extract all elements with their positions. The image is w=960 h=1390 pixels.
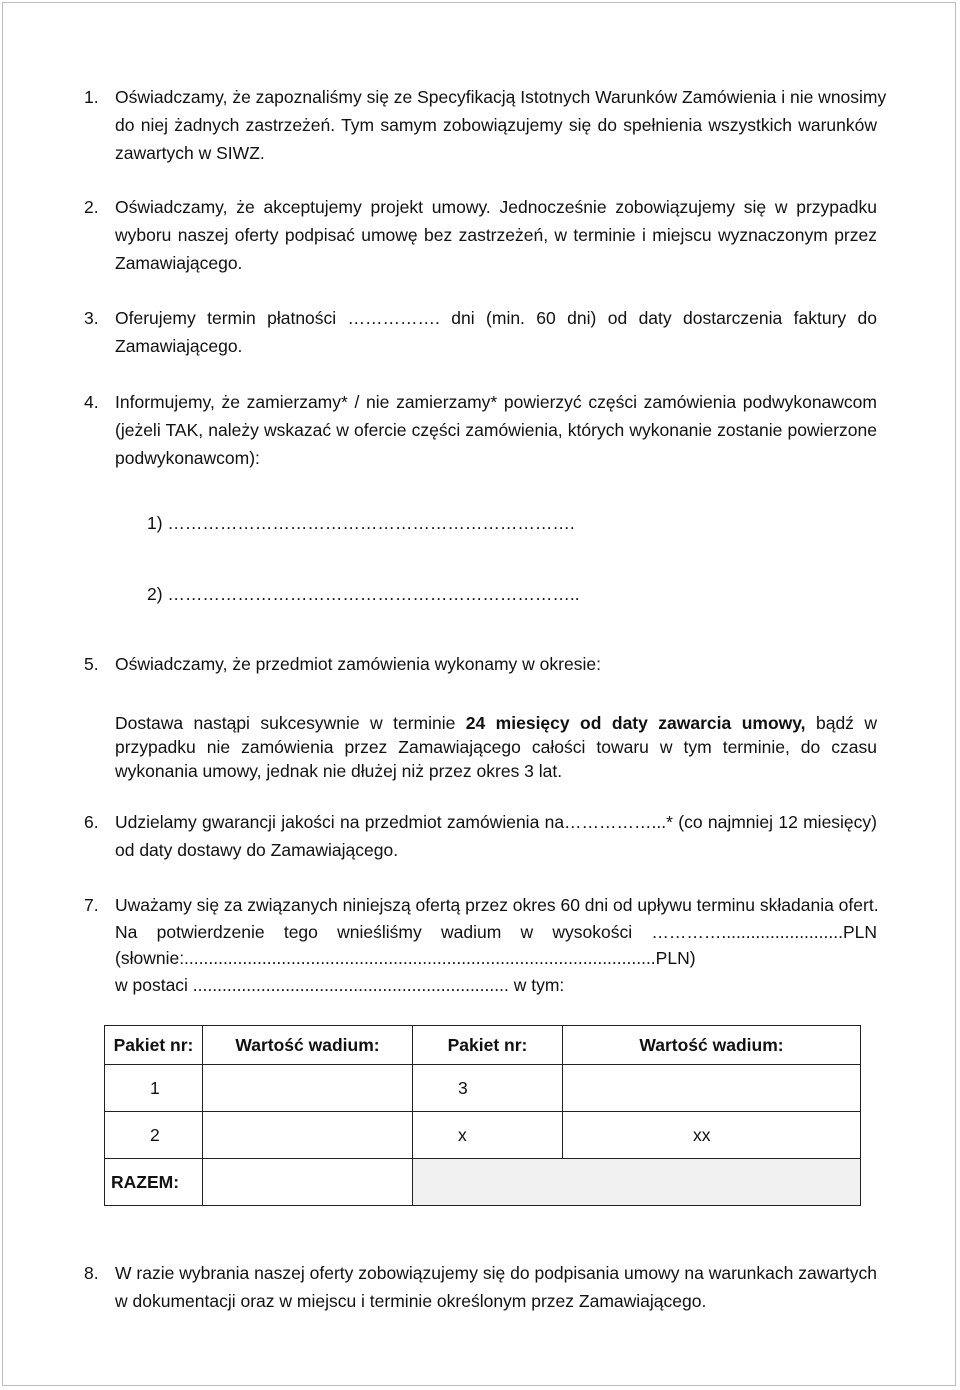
- header-wadium-value-2: Wartość wadium:: [563, 1026, 861, 1065]
- table-cell: 2: [105, 1112, 203, 1159]
- total-value-cell: [203, 1159, 413, 1206]
- item-2-line-1: Oświadczamy, że akceptujemy projekt umowy. Jednocześnie zobowiązujemy się w przypadku: [115, 197, 877, 217]
- header-wadium-value-1: Wartość wadium:: [203, 1026, 413, 1065]
- item-2-line-3: Zamawiającego.: [115, 253, 243, 273]
- item-3-line-1: Oferujemy termin płatności ……………. dni (min. 60 dni) od daty dostarczenia faktury do: [115, 308, 877, 328]
- wadium-table: [104, 1025, 861, 1206]
- item-8-line-1: W razie wybrania naszej oferty zobowiązujemy się do podpisania umowy na warunkach zawartych: [115, 1263, 877, 1283]
- item-8-number: 8.: [84, 1263, 99, 1283]
- item-4-line-2: (jeżeli TAK, należy wskazać w ofercie części zamówienia, których wykonanie zostanie powierzone: [115, 420, 877, 440]
- item-5-paragraph-line-1: [115, 711, 877, 735]
- subcontractor-line-2: 2) ……………………………………………………………..: [147, 584, 580, 604]
- item-5-number: 5.: [84, 654, 99, 674]
- table-cell: [203, 1112, 413, 1159]
- header-package-number-2: Pakiet nr:: [413, 1026, 563, 1065]
- item-6-line-2: od daty dostawy do Zamawiającego.: [115, 840, 399, 860]
- table-total-row: [105, 1159, 861, 1206]
- item-7-line-4: w postaci ................................................................. w tym:: [115, 975, 565, 995]
- item-2-number: 2.: [84, 197, 99, 217]
- delivery-text-c: bądź w: [805, 713, 878, 733]
- item-5-line-1: Oświadczamy, że przedmiot zamówienia wykonamy w okresie:: [115, 654, 601, 674]
- item-6-number: 6.: [84, 812, 99, 832]
- table-cell: 1: [105, 1065, 203, 1112]
- item-1-line-2: do niej żadnych zastrzeżeń. Tym samym zobowiązujemy się do spełnienia wszystkich warunków: [115, 115, 877, 135]
- item-7-number: 7.: [84, 895, 99, 915]
- delivery-text-a: Dostawa nastąpi sukcesywnie w terminie: [115, 713, 466, 733]
- table-cell: xx: [563, 1112, 861, 1159]
- item-3-line-2: Zamawiającego.: [115, 336, 243, 356]
- item-7-line-3: (słownie:.................................................................................................PLN): [115, 948, 696, 968]
- item-7-line-2: Na potwierdzenie tego wnieśliśmy wadium w wysokości ………….........................PLN: [115, 922, 877, 942]
- total-label: RAZEM:: [105, 1159, 203, 1206]
- item-1-number: 1.: [84, 87, 99, 107]
- item-4-line-1: Informujemy, że zamierzamy* / nie zamierzamy* powierzyć części zamówienia podwykonawcom: [115, 392, 877, 412]
- item-4-line-3: podwykonawcom):: [115, 448, 260, 468]
- item-7-line-1: Uważamy się za związanych niniejszą ofertą przez okres 60 dni od upływu terminu składania ofert.: [115, 895, 879, 915]
- item-1-line-3: zawartych w SIWZ.: [115, 143, 265, 163]
- table-cell: [203, 1065, 413, 1112]
- subcontractor-line-1: 1) …………………………………………………………….: [147, 513, 575, 533]
- item-8-line-2: w dokumentacji oraz w miejscu i terminie określonym przez Zamawiającego.: [115, 1291, 707, 1311]
- delivery-term-bold: 24 miesięcy od daty zawarcia umowy,: [465, 713, 806, 733]
- table-cell: [563, 1065, 861, 1112]
- item-3-number: 3.: [84, 308, 99, 328]
- item-5-paragraph-line-2: przypadku nie zamówienia przez Zamawiającego całości towaru w tym terminie, do czasu: [115, 737, 877, 757]
- total-shaded-cell: [413, 1159, 861, 1206]
- item-2-line-2: wyboru naszej oferty podpisać umowę bez zastrzeżeń, w terminie i miejscu wyznaczonym przez: [115, 225, 877, 245]
- table-cell: 3: [413, 1065, 563, 1112]
- table-cell: x: [413, 1112, 563, 1159]
- table-row: [105, 1065, 861, 1112]
- header-package-number-1: Pakiet nr:: [105, 1026, 203, 1065]
- item-4-number: 4.: [84, 392, 99, 412]
- table-header-row: [105, 1026, 861, 1065]
- item-6-line-1: Udzielamy gwarancji jakości na przedmiot zamówienia na……………...* (co najmniej 12 miesięcy): [115, 812, 877, 832]
- table-row: [105, 1112, 861, 1159]
- item-5-paragraph-line-3: wykonania umowy, jednak nie dłużej niż przez okres 3 lat.: [115, 761, 563, 781]
- item-1-line-1: Oświadczamy, że zapoznaliśmy się ze Specyfikacją Istotnych Warunków Zamówienia i nie wnosimy: [115, 87, 887, 107]
